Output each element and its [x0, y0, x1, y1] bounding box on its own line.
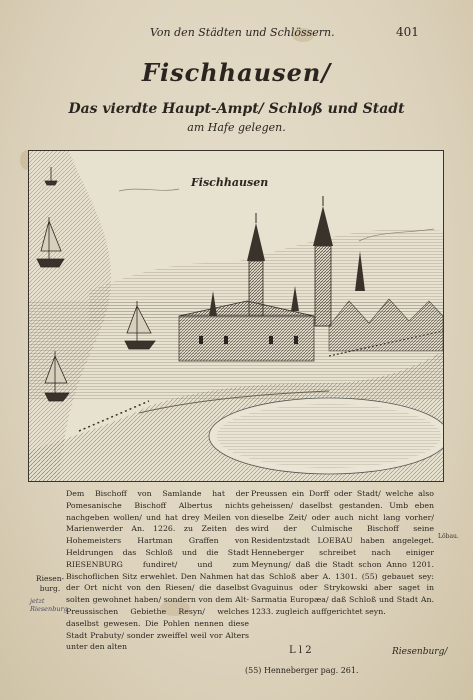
paragraph: Dem Bischoff von Samlande hat der Pomesanische Bischoff Albertus nichts nachgeben wollen/ und hat drey Meilen von Marienwerder An. 1226. zu Zeiten des Hohemeisters Hartman Graffen von Heldrungen das Schloß und die Stadt RIESENBURG fundiret/ und zum Bischoflichen Sitz erwehlet. Den Nahmen hat der Ort nicht von den Riesen/ die daselbst solten gewohnet haben/ sondern von dem Alt-Preussischen Gebiethe Resyn/ welches daselbst gewesen. Die Pohlen nennen diese Stadt Prabuty/ sonder zweiffel weil vor Alters unter den alten	[66, 489, 249, 652]
signature-mark: L l 2	[289, 645, 312, 656]
text-column-left	[66, 488, 249, 653]
engraving-illustration	[29, 151, 443, 481]
plate-caption: Fischhausen	[191, 176, 269, 189]
chapter-title: Fischhausen/	[141, 58, 332, 87]
chapter-subtitle-line2: am Hafe gelegen.	[187, 121, 286, 134]
footnote: (55) Henneberger pag. 261.	[245, 666, 359, 675]
margin-note-right: Löbau.	[438, 533, 459, 540]
chapter-subtitle: Das vierdte Haupt-Ampt/ Schloß und Stadt	[68, 101, 405, 117]
page-number: 401	[396, 25, 419, 39]
running-header: Von den Städten und Schlössern.	[150, 26, 335, 39]
margin-note-rieseburg: Riesen-burg.	[35, 574, 65, 593]
text-column-right	[251, 488, 434, 618]
handwritten-annotation: jetzt Riesenburg	[30, 597, 68, 613]
catchword: Riesenburg/	[392, 647, 448, 657]
engraving-plate	[28, 150, 444, 482]
paragraph: Preussen ein Dorff oder Stadt/ welche also geheissen/ daselbst gestanden. Umb eben dieselbe Zeit/ oder auch nicht lang vorher/ wird der Culmische Bischoff seine Residentzstadt LOEBAU haben angeleget. Henneberger schreibet nach einiger Meynung/ daß die Stadt schon Anno 1201. das Schloß aber A. 1301. (55) gebauet sey: Gvaguinus oder Strykowski aber saget in Sarmatia Europæa/ daß Schloß und Stadt An. 1233. zugleich auffgerichtet seyn.	[251, 489, 434, 616]
